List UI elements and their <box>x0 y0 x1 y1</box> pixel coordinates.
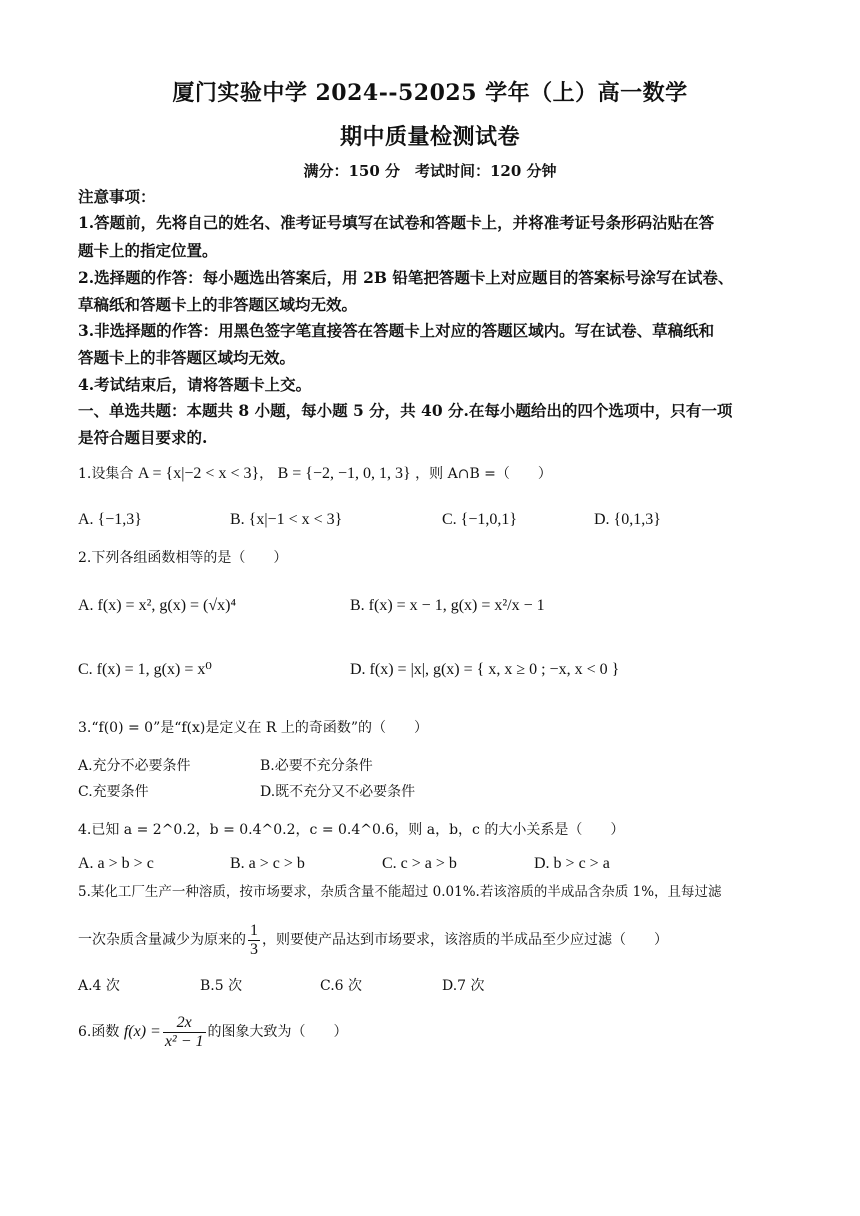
notice-line: 2.选择题的作答：每小题选出答案后，用 2B 铅笔把答题卡上对应题目的答案标号涂写在试卷、 <box>78 268 734 287</box>
question-4-stem: 4.已知 a = 2^0.2，b = 0.4^0.2，c = 0.4^0.6，则 a，b，c 的大小关系是（ ） <box>78 822 625 838</box>
question-3-stem: 3.“f(0) = 0”是“f(x)是定义在 R 上的奇函数”的（ ） <box>78 720 428 736</box>
q1-option-d: D. {0,1,3} <box>594 511 661 528</box>
q4-option-a: A. a > b > c <box>78 855 154 872</box>
q2-option-b: B. f(x) = x − 1, g(x) = x²/x − 1 <box>350 597 545 614</box>
q6-fraction <box>163 1014 206 1051</box>
notice-line: 题卡上的指定位置。 <box>78 241 218 260</box>
question-6-stem <box>78 1012 786 1052</box>
q6-frac-den: x² − 1 <box>164 1032 204 1050</box>
q1-set-a: A = {x|−2 < x < 3} <box>137 465 260 482</box>
q5-option-a: A.4 次 <box>78 978 120 994</box>
notice-line: 4.考试结束后，请将答题卡上交。 <box>78 375 312 394</box>
q4-option-b: B. a > c > b <box>230 855 305 872</box>
q1-option-b: B. {x|−1 < x < 3} <box>230 511 343 528</box>
q3-option-c: C.充要条件 <box>78 784 149 800</box>
q1-option-c: C. {−1,0,1} <box>442 511 518 528</box>
exam-subtitle: 期中质量检测试卷 <box>339 124 520 150</box>
q6-func: f(x) = <box>123 1023 161 1040</box>
q3-option-a: A.充分不必要条件 <box>78 758 191 774</box>
q2-option-c: C. f(x) = 1, g(x) = x⁰ <box>78 661 212 678</box>
q5-fraction <box>248 922 260 959</box>
q6-frac-num: 2x <box>163 1014 206 1033</box>
notice-heading: 注意事项： <box>78 187 156 206</box>
exam-title: 厦门实验中学 2024--52025 学年（上）高一数学 <box>172 80 688 106</box>
q1-suffix: ，则 A∩B =（ ） <box>415 466 552 482</box>
q5-prefix: 一次杂质含量减少为原来的 <box>78 932 246 948</box>
q6-suffix: 的图象大致为（ ） <box>207 1024 348 1040</box>
question-1-stem: 1.设集合 A = {x|−2 < x < 3}， B = {−2, −1, 0, 1, 3} ，则 A∩B =（ ） <box>78 465 552 482</box>
q4-option-c: C. c > a > b <box>382 855 457 872</box>
exam-meta: 满分：150 分 考试时间：120 分钟 <box>303 162 557 180</box>
q5-option-b: B.5 次 <box>200 978 243 994</box>
q3-option-d: D.既不充分又不必要条件 <box>260 784 416 800</box>
section-heading: 一、单选共题：本题共 8 小题，每小题 5 分，共 40 分.在每小题给出的四个选项中，只有一项 <box>78 401 733 420</box>
q1-set-b: B = {−2, −1, 0, 1, 3} <box>277 465 411 482</box>
question-5-stem-line2 <box>78 920 786 960</box>
q5-option-c: C.6 次 <box>320 978 363 994</box>
notice-line: 3.非选择题的作答：用黑色签字笔直接答在答题卡上对应的答题区域内。写在试卷、草稿纸和 <box>78 321 715 340</box>
q2-option-a: A. f(x) = x², g(x) = (√x)⁴ <box>78 597 237 614</box>
q2-option-d: D. f(x) = |x|, g(x) = { x, x ≥ 0 ; −x, x < 0 } <box>350 661 620 678</box>
q5-suffix: ，则要使产品达到市场要求，该溶质的半成品至少应过滤（ ） <box>262 932 668 948</box>
q4-option-d: D. b > c > a <box>534 855 610 872</box>
section-heading: 是符合题目要求的. <box>78 428 208 447</box>
question-2-stem: 2.下列各组函数相等的是（ ） <box>78 550 288 566</box>
q5-frac-den: 3 <box>250 940 258 958</box>
q6-prefix: 6.函数 <box>78 1024 120 1040</box>
notice-line: 1.答题前，先将自己的姓名、准考证号填写在试卷和答题卡上，并将准考证号条形码沾贴在答 <box>78 213 715 232</box>
q1-option-a: A. {−1,3} <box>78 511 142 528</box>
question-5-stem-line1: 5.某化工厂生产一种溶质，按市场要求，杂质含量不能超过 0.01%.若该溶质的半成品含杂质 1%，且每过滤 <box>78 884 722 900</box>
notice-line: 草稿纸和答题卡上的非答题区域均无效。 <box>78 295 358 314</box>
q1-prefix: 1.设集合 <box>78 466 134 482</box>
q5-option-d: D.7 次 <box>442 978 485 994</box>
notice-line: 答题卡上的非答题区域均无效。 <box>78 348 296 367</box>
q5-frac-num: 1 <box>250 921 258 939</box>
q3-option-b: B.必要不充分条件 <box>260 758 373 774</box>
